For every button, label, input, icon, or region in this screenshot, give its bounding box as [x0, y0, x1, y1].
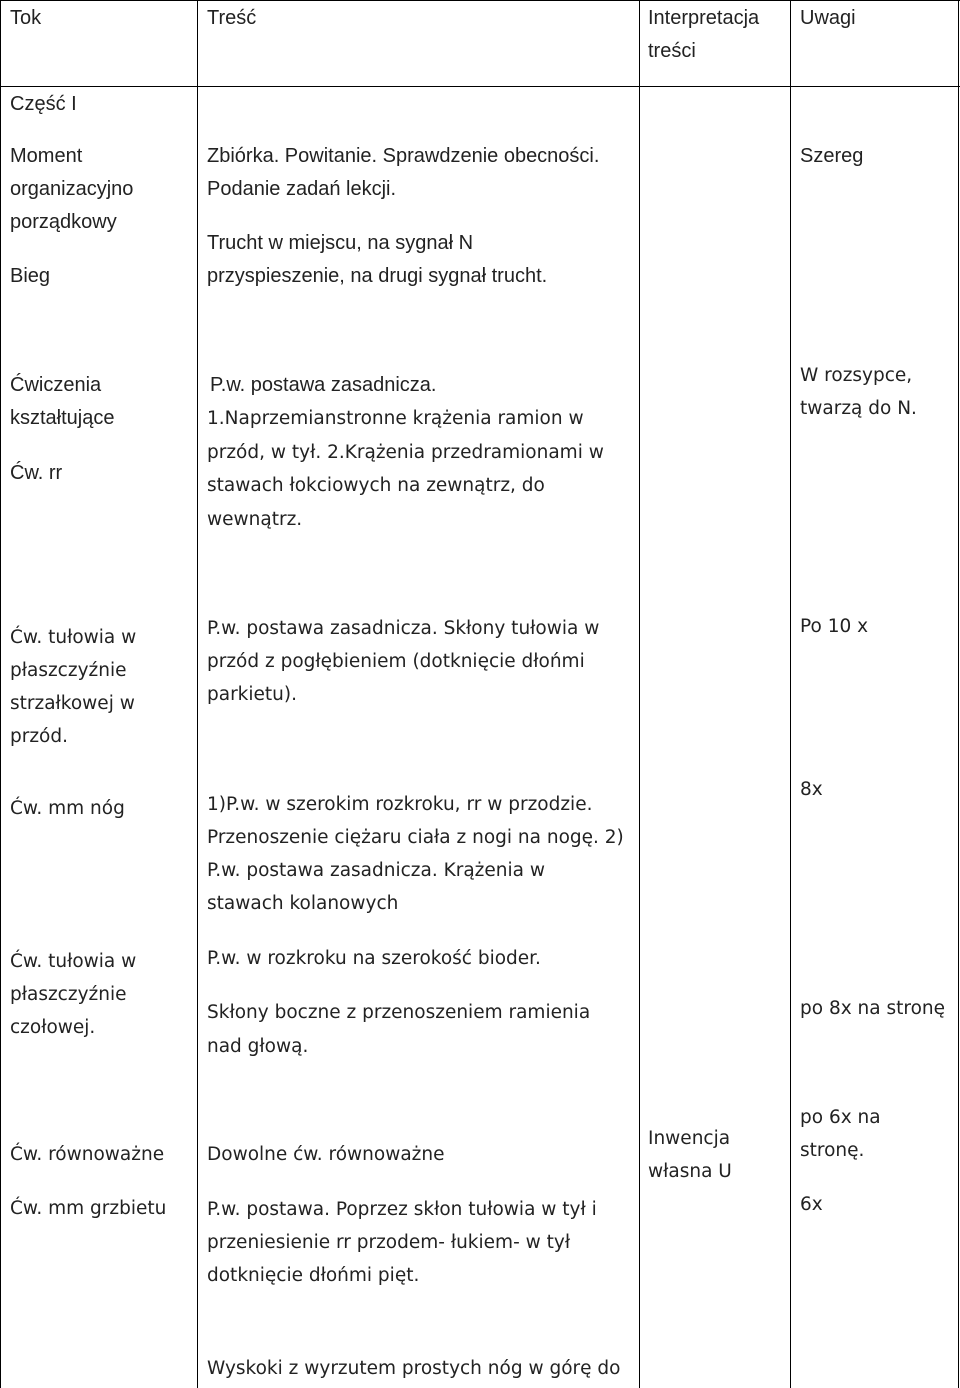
last-tresc: Wyskoki z wyrzutem prostych nóg w górę do: [207, 1358, 621, 1379]
org-tresc-line1: Zbiórka. Powitanie. Sprawdzenie obecności.: [207, 145, 600, 167]
tul-uwagi: Po 10 x: [800, 616, 869, 637]
row-uwagi-line1: po 6x na: [800, 1107, 881, 1128]
tul-tresc-line3: parkietu).: [207, 684, 297, 705]
table-divider-col3: [790, 0, 791, 1388]
header-tok: Tok: [10, 7, 42, 29]
row-tok-line1: Ćw. równoważne: [10, 1144, 165, 1165]
czol-tresc-line2: Skłony boczne z przenoszeniem ramienia: [207, 1002, 591, 1023]
org-tresc-line4: przyspieszenie, na drugi sygnał trucht.: [207, 265, 548, 287]
czol-tok-line2: płaszczyźnie: [10, 984, 127, 1005]
header-uwagi: Uwagi: [800, 7, 856, 29]
nog-uwagi: 8x: [800, 779, 823, 800]
org-tok-line1: Moment: [10, 145, 83, 167]
row-tresc-line3: przeniesienie rr przodem- łukiem- w tył: [207, 1232, 571, 1253]
table-divider-col2: [639, 0, 640, 1388]
org-tok-line3: porządkowy: [10, 211, 117, 233]
ksz-tresc-line4: stawach łokciowych na zewnątrz, do: [207, 475, 545, 496]
table-border-top: [0, 0, 960, 1]
ksz-tresc-line2: 1.Naprzemianstronne krążenia ramion w: [207, 408, 584, 429]
czol-uwagi: po 8x na stronę: [800, 998, 946, 1019]
czol-tok-line1: Ćw. tułowia w: [10, 951, 137, 972]
tul-tok-line1: Ćw. tułowia w: [10, 627, 137, 648]
row-tresc-line4: dotknięcie dłońmi pięt.: [207, 1265, 420, 1286]
tul-tresc-line2: przód z pogłębieniem (dotknięcie dłońmi: [207, 651, 585, 672]
tul-tok-line2: płaszczyźnie: [10, 660, 127, 681]
ksz-tresc-line1: P.w. postawa zasadnicza.: [210, 374, 437, 396]
nog-tresc-line1: 1)P.w. w szerokim rozkroku, rr w przodzie.: [207, 794, 593, 815]
header-interpretacja-line2: treści: [648, 40, 696, 62]
ksz-tresc-line5: wewnątrz.: [207, 509, 303, 530]
org-tresc-line2: Podanie zadań lekcji.: [207, 178, 397, 200]
ksz-uwagi-line2: twarzą do N.: [800, 398, 917, 419]
part-label: Część I: [10, 93, 77, 115]
table-border-left: [0, 0, 1, 1388]
row-tresc-line2: P.w. postawa. Poprzez skłon tułowia w tył i: [207, 1199, 597, 1220]
table-divider-col1: [197, 0, 198, 1388]
nog-tresc-line2: Przenoszenie ciężaru ciała z nogi na nogę. 2): [207, 827, 624, 848]
row-tresc-line1: Dowolne ćw. równoważne: [207, 1144, 445, 1165]
table-border-right: [958, 0, 959, 1388]
ksz-tok-line1: Ćwiczenia: [10, 374, 102, 396]
row-tok-line2: Ćw. mm grzbietu: [10, 1198, 167, 1219]
org-uwagi: Szereg: [800, 145, 864, 167]
ksz-uwagi-line1: W rozsypce,: [800, 365, 913, 386]
row-uwagi-line3: 6x: [800, 1194, 823, 1215]
czol-tresc-line1: P.w. w rozkroku na szerokość bioder.: [207, 948, 541, 969]
header-interpretacja: Interpretacja: [648, 7, 760, 29]
org-tok-line2: organizacyjno: [10, 178, 134, 200]
row-interp-line2: własna U: [648, 1161, 732, 1182]
czol-tresc-line3: nad głową.: [207, 1036, 309, 1057]
row-uwagi-line2: stronę.: [800, 1140, 865, 1161]
ksz-tresc-line3: przód, w tył. 2.Krążenia przedramionami w: [207, 442, 604, 463]
nog-tresc-line4: stawach kolanowych: [207, 893, 399, 914]
ksz-tok-line3: Ćw. rr: [10, 462, 63, 484]
tul-tresc-line1: P.w. postawa zasadnicza. Skłony tułowia w: [207, 618, 600, 639]
org-tresc-line3: Trucht w miejscu, na sygnał N: [207, 232, 474, 254]
header-divider: [0, 86, 960, 87]
czol-tok-line3: czołowej.: [10, 1017, 96, 1038]
header-tresc: Treść: [207, 7, 257, 29]
tul-tok-line3: strzałkowej w: [10, 693, 135, 714]
ksz-tok-line2: kształtujące: [10, 407, 115, 429]
row-interp-line1: Inwencja: [648, 1128, 731, 1149]
org-tok-line4: Bieg: [10, 265, 51, 287]
tul-tok-line4: przód.: [10, 726, 69, 747]
nog-tresc-line3: P.w. postawa zasadnicza. Krążenia w: [207, 860, 545, 881]
nog-tok: Ćw. mm nóg: [10, 798, 125, 819]
